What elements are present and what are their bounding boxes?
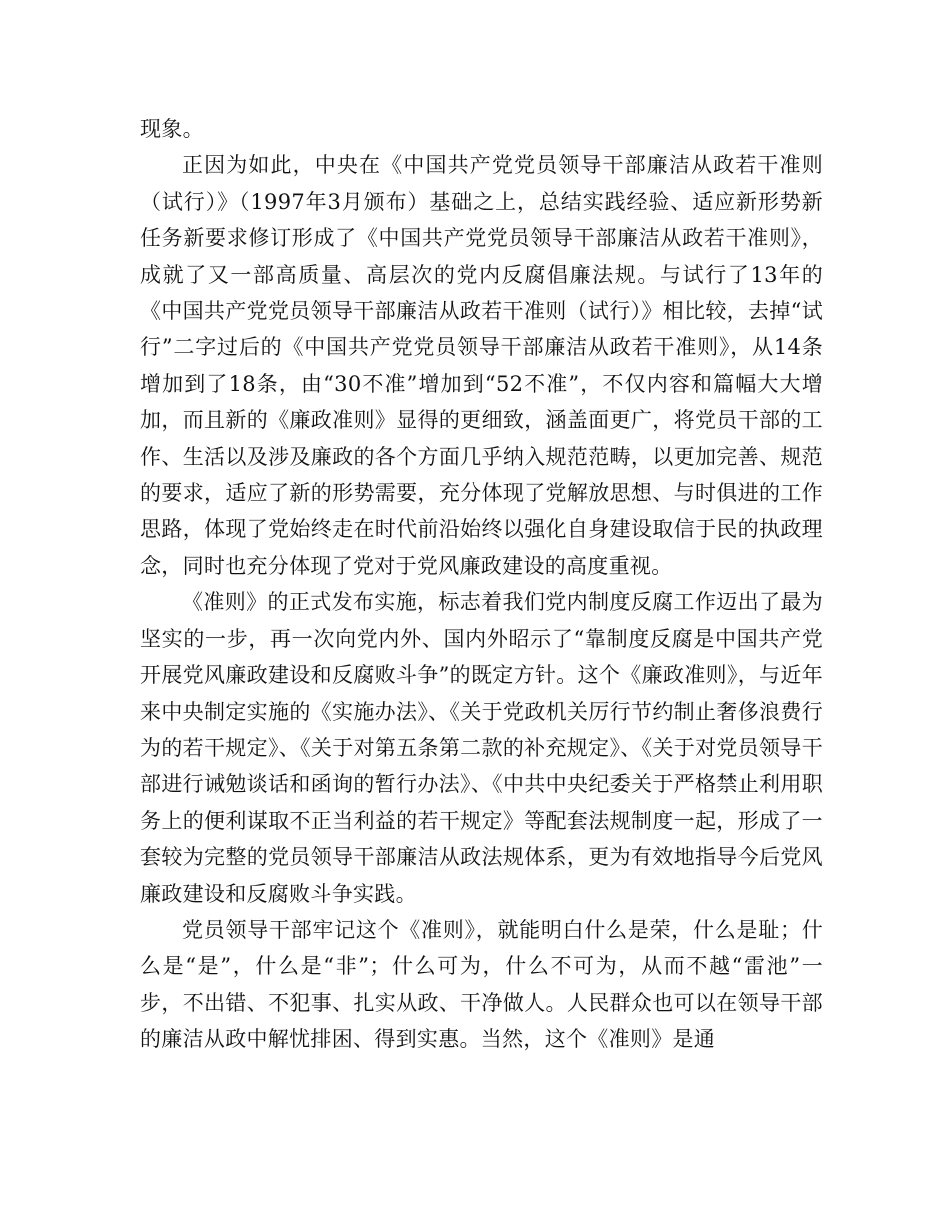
paragraph-revision-background: 正因为如此，中央在《中国共产党党员领导干部廉洁从政若干准则（试行）》（1997年3月颁布）基础之上，总结实践经验、适应新形势新任务新要求修订形成了《中国共产党党员领导干部廉洁从政若干准则》，成就了又一部高质量、高层次的党内反腐倡廉法规。与试行了13年的《中国共产党党员领导干部廉洁从政若干准则（试行）》相比较，去掉“试行”二字过后的《中国共产党党员领导干部廉洁从政若干准则》，从14条增加到了18条，由“30不准”增加到“52不准”，不仅内容和篇幅大大增加，而且新的《廉政准则》显得的更细致，涵盖面更广，将党员干部的工作、生活以及涉及廉政的各个方面几乎纳入规范范畴，以更加完善、规范的要求，适应了新的形势需要，充分体现了党解放思想、与时俱进的工作思路，体现了党始终走在时代前沿始终以强化自身建设取信于民的执政理念，同时也充分体现了党对于党风廉政建设的高度重视。 [140,153,823,578]
paragraph-significance: 《准则》的正式发布实施，标志着我们党内制度反腐工作迈出了最为坚实的一步，再一次向党内外、国内外昭示了“靠制度反腐是中国共产党开展党风廉政建设和反腐败斗争”的既定方针。这个《廉政准则》，与近年来中央制定实施的《实施办法》、《关于党政机关厉行节约制止奢侈浪费行为的若干规定》、《关于对第五条第二款的补充规定》、《关于对党员领导干部进行诫勉谈话和函询的暂行办法》、《中共中央纪委关于严格禁止利用职务上的便利谋取不正当利益的若干规定》等配套法规制度一起，形成了一套较为完整的党员领导干部廉洁从政法规体系，更为有效地指导今后党风廉政建设和反腐败斗争实践。 [140,590,823,906]
document-body [140,111,823,1058]
paragraph-cadres-guidance: 党员领导干部牢记这个《准则》，就能明白什么是荣，什么是耻；什么是“是”，什么是“非”；什么可为，什么不可为，从而不越“雷池”一步，不出错、不犯事、扎实从政、干净做人。人民群众也可以在领导干部的廉洁从政中解忧排困、得到实惠。当然，这个《准则》是通 [140,917,823,1052]
paragraph-continuation: 现象。 [140,117,204,141]
